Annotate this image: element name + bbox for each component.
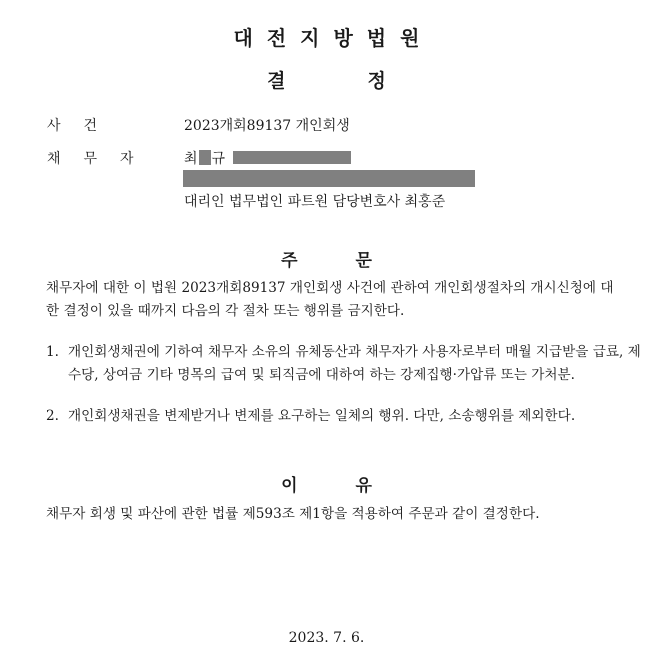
order-item-number: 2. bbox=[46, 408, 59, 424]
reason-text: 채무자 회생 및 파산에 관한 법률 제593조 제1항을 적용하여 주문과 같이 결정한다. bbox=[46, 506, 540, 522]
order-item-text: 개인회생채권에 기하여 채무자 소유의 유체동산과 채무자가 사용자로부터 매월 지급받을 급료, 제수당, 상여금 기타 명목의 급여 및 퇴직금에 대하여 하는 강제집행·가압류 또는 가처분. bbox=[68, 344, 641, 383]
debtor-label: 채무자 bbox=[47, 151, 157, 167]
order-intro: 채무자에 대한 이 법원 2023개회89137 개인회생 사건에 관하여 개인회생절차의 개시신청에 대한 결정이 있을 때까지 다음의 각 절차 또는 행위를 금지한다. bbox=[46, 280, 614, 319]
document-type: 결정 bbox=[267, 70, 468, 92]
order-heading: 주문 bbox=[281, 251, 430, 271]
case-value: 2023개회89137 개인회생 bbox=[184, 118, 350, 134]
reason-heading: 이유 bbox=[281, 476, 430, 496]
agent-line: 대리인 법무법인 파트원 담당변호사 최홍준 bbox=[184, 194, 446, 210]
order-item bbox=[46, 341, 646, 387]
order-item-number: 1. bbox=[46, 344, 59, 360]
decision-date: 2023. 7. 6. bbox=[288, 630, 365, 646]
redaction-bar bbox=[233, 151, 351, 164]
redaction-bar bbox=[183, 170, 475, 187]
court-name: 대전지방법원 bbox=[233, 26, 434, 50]
debtor-name bbox=[184, 148, 225, 168]
order-item bbox=[46, 405, 646, 428]
debtor-name-last: 규 bbox=[211, 151, 226, 167]
redaction-block bbox=[199, 150, 211, 165]
case-label: 사건 bbox=[47, 118, 121, 134]
debtor-name-first: 최 bbox=[184, 151, 198, 167]
order-item-text: 개인회생채권을 변제받거나 변제를 요구하는 일체의 행위. 다만, 소송행위를 제외한다. bbox=[68, 408, 576, 424]
